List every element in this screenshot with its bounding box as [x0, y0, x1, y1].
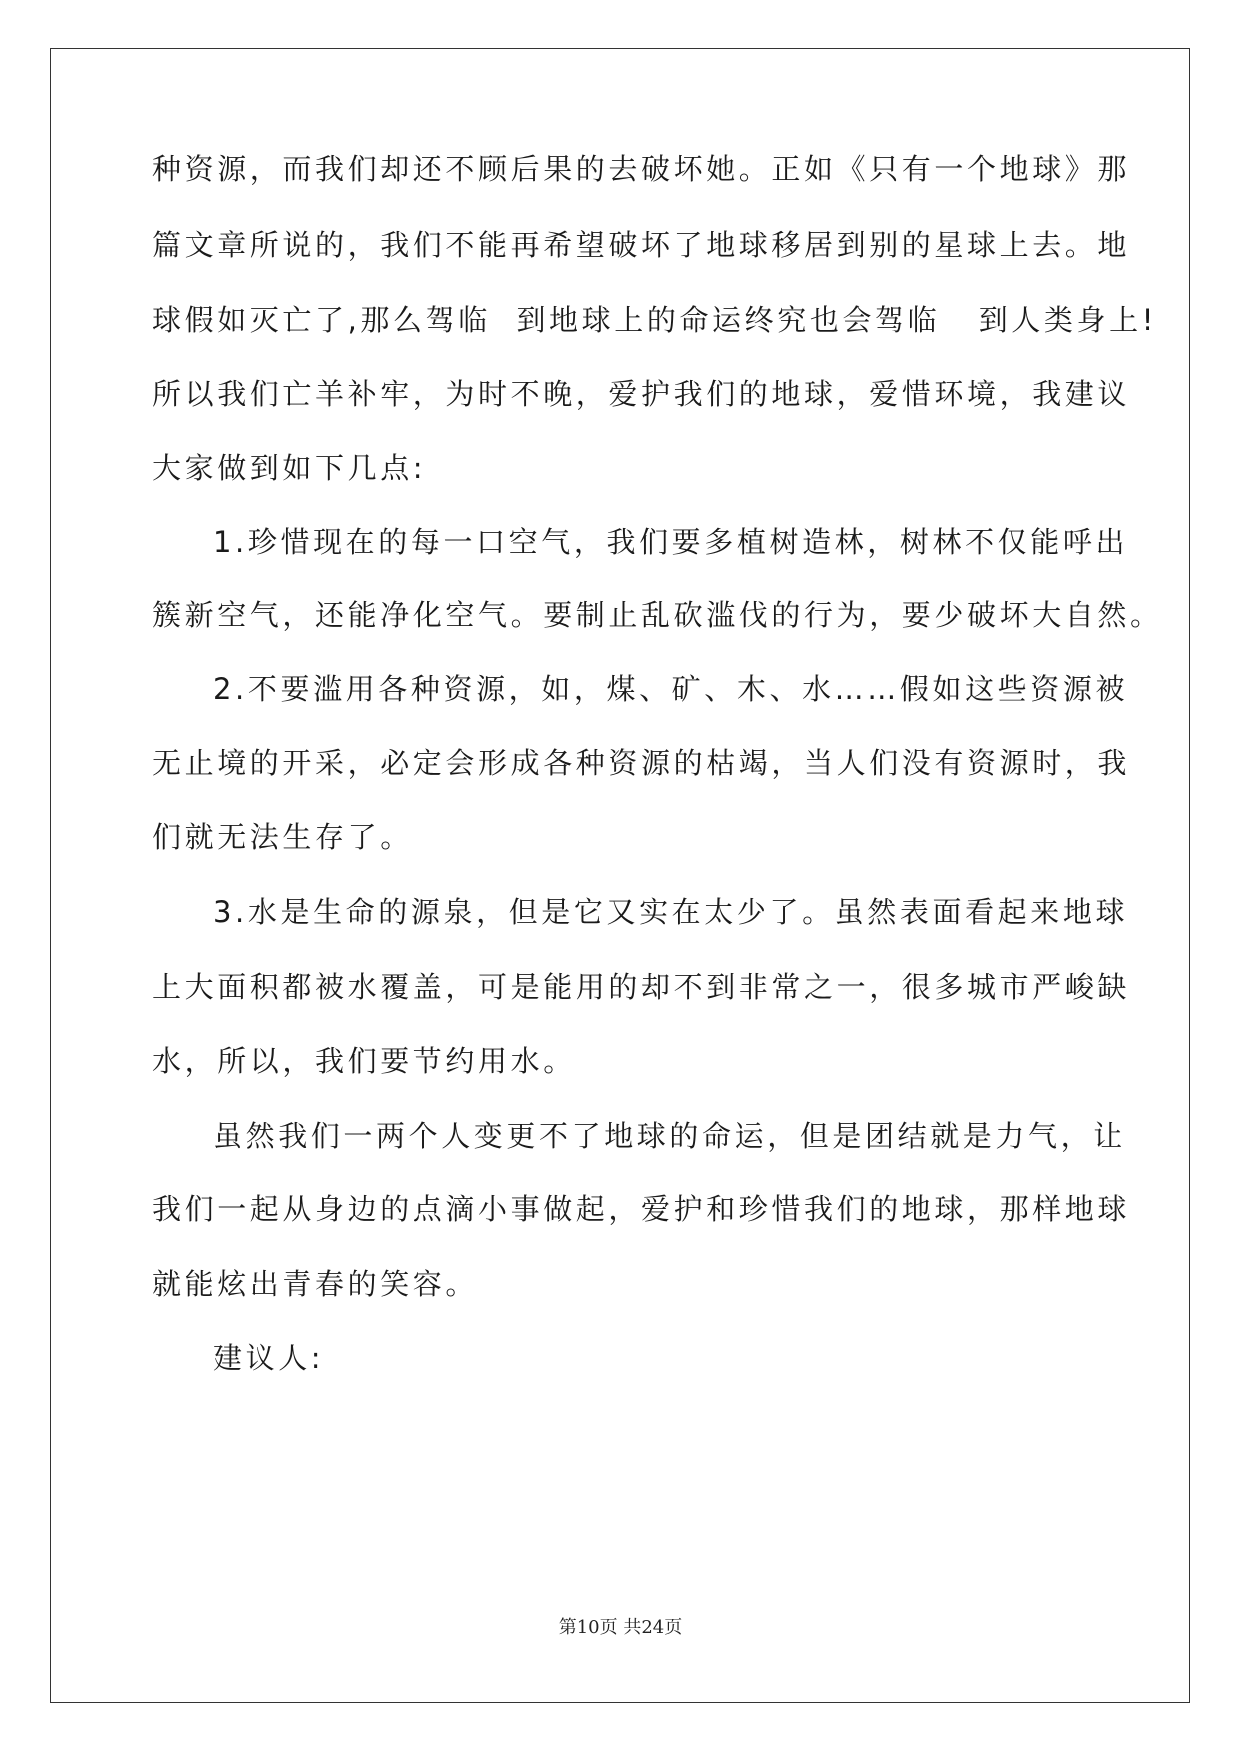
text-line: 就能炫出青春的笑容。 [152, 1267, 479, 1301]
text-line: 球假如灭亡了,那么驾临 到地球上的命运终究也会驾临 到人类身上! [152, 303, 1157, 337]
list-item-3: 3.水是生命的源泉，但是它又实在太少了。虽然表面看起来地球 [213, 895, 1129, 929]
text-line: 簇新空气，还能净化空气。要制止乱砍滥伐的行为，要少破坏大自然。 [152, 598, 1163, 632]
text-line: 水，所以，我们要节约用水。 [152, 1044, 576, 1078]
text-line: 们就无法生存了。 [152, 820, 413, 854]
signature-label: 建议人: [213, 1341, 325, 1375]
list-item-1: 1.珍惜现在的每一口空气，我们要多植树造林，树林不仅能呼出 [213, 525, 1129, 559]
text-line: 篇文章所说的，我们不能再希望破坏了地球移居到别的星球上去。地 [152, 228, 1131, 262]
text-line: 种资源，而我们却还不顾后果的去破坏她。正如《只有一个地球》那 [152, 152, 1131, 186]
text-line: 无止境的开采，必定会形成各种资源的枯竭，当人们没有资源时，我 [152, 746, 1131, 780]
text-line: 上大面积都被水覆盖，可是能用的却不到非常之一，很多城市严峻缺 [152, 970, 1131, 1004]
page-number: 第10页 共24页 [558, 1617, 683, 1638]
text-line: 大家做到如下几点: [152, 451, 427, 485]
paragraph-start: 虽然我们一两个人变更不了地球的命运，但是团结就是力气，让 [213, 1119, 1126, 1153]
text-line: 所以我们亡羊补牢，为时不晚，爱护我们的地球，爱惜环境，我建议 [152, 377, 1131, 411]
text-line: 我们一起从身边的点滴小事做起，爱护和珍惜我们的地球，那样地球 [152, 1192, 1131, 1226]
page-frame [50, 48, 1190, 1703]
list-item-2: 2.不要滥用各种资源，如，煤、矿、木、水……假如这些资源被 [213, 672, 1129, 706]
